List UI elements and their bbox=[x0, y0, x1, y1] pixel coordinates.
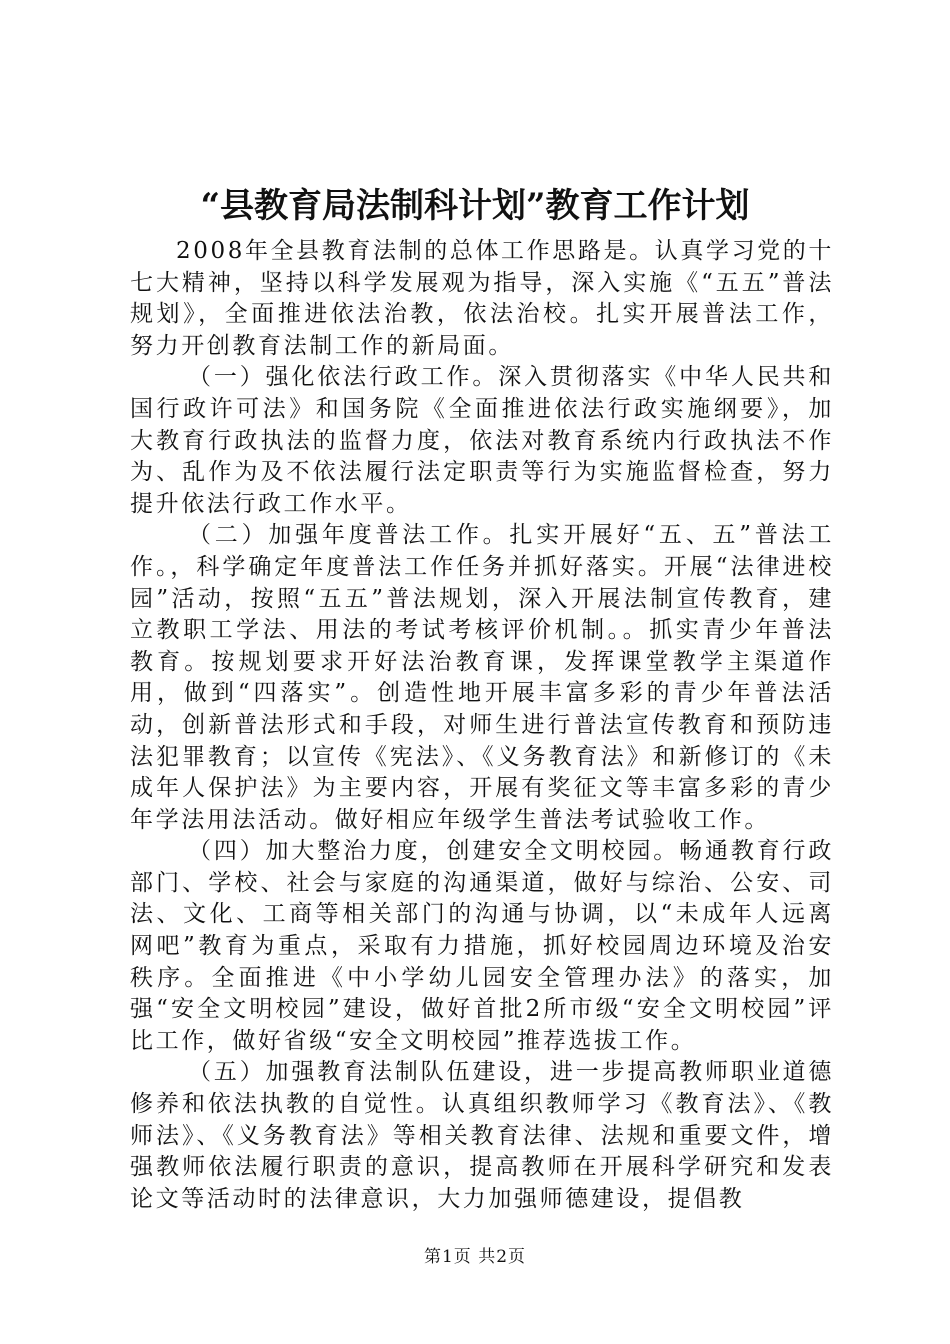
document-body bbox=[130, 236, 834, 1215]
paragraph-section-2: （二）加强年度普法工作。扎实开展好“五、五”普法工作。，科学确定年度普法工作任务并抓好落实。开展“法律进校园”活动，按照“五五”普法规划，深入开展法制宣传教育，建立教职工学法、用法的考试考核评价机制。。抓实青少年普法教育。按规划要求开好法治教育课，发挥课堂教学主渠道作用，做到“四落实”。创造性地开展丰富多彩的青少年普法活动，创新普法形式和手段，对师生进行普法宣传教育和预防违法犯罪教育；以宣传《宪法》、《义务教育法》和新修订的《未成年人保护法》为主要内容，开展有奖征文等丰富多彩的青少年学法用法活动。做好相应年级学生普法考试验收工作。 bbox=[130, 522, 834, 833]
document-title: “县教育局法制科计划”教育工作计划 bbox=[200, 186, 750, 226]
paragraph-section-1: （一）强化依法行政工作。深入贯彻落实《中华人民共和国行政许可法》和国务院《全面推进依法行政实施纲要》，加大教育行政执法的监督力度，依法对教育系统内行政执法不作为、乱作为及不依法履行法定职责等行为实施监督检查，努力提升依法行政工作水平。 bbox=[130, 364, 834, 517]
paragraph-intro: 2008年全县教育法制的总体工作思路是。认真学习党的十七大精神，坚持以科学发展观为指导，深入实施《“五五”普法规划》，全面推进依法治教，依法治校。扎实开展普法工作，努力开创教育法制工作的新局面。 bbox=[130, 238, 834, 359]
paragraph-section-4: （四）加大整治力度，创建安全文明校园。畅通教育行政部门、学校、社会与家庭的沟通渠道，做好与综治、公安、司法、文化、工商等相关部门的沟通与协调，以“未成年人远离网吧”教育为重点，采取有力措施，抓好校园周边环境及治安秩序。全面推进《中小学幼儿园安全管理办法》的落实，加强“安全文明校园”建设，做好首批2所市级“安全文明校园”评比工作，做好省级“安全文明校园”推荐选拔工作。 bbox=[130, 838, 834, 1054]
paragraph-section-5: （五）加强教育法制队伍建设，进一步提高教师职业道德修养和依法执教的自觉性。认真组织教师学习《教育法》、《教师法》、《义务教育法》等相关教育法律、法规和重要文件，增强教师依法履行职责的意识，提高教师在开展科学研究和发表论文等活动时的法律意识，大力加强师德建设，提倡教 bbox=[130, 1059, 834, 1212]
page-number-footer: 第1页 共2页 bbox=[423, 1247, 527, 1267]
